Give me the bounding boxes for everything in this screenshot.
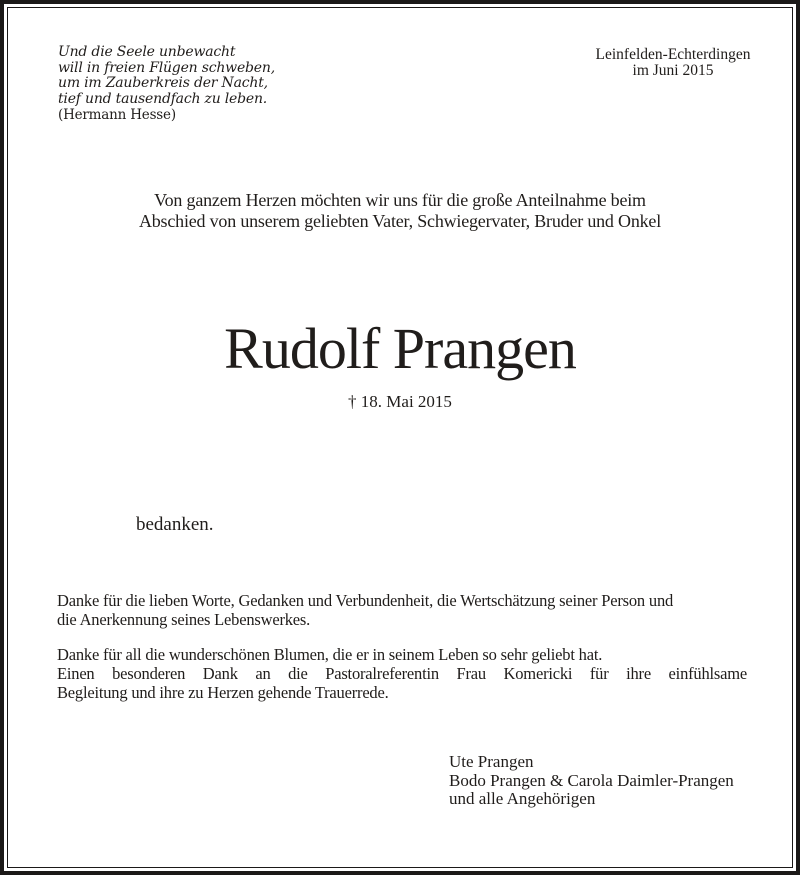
epigraph-line: tief und tausendfach zu leben. <box>58 90 268 107</box>
epigraph-line: Und die Seele unbewacht <box>58 44 236 60</box>
dateline-place: Leinfelden-Echterdingen <box>595 46 751 63</box>
thanks-line: die Anerkennung seines Lebenswerkes. <box>57 610 311 629</box>
thanks-line: Begleitung und ihre zu Herzen gehende Trauerrede. <box>57 683 389 702</box>
signature-line: Ute Prangen <box>449 752 534 771</box>
thanks-line: Danke für die lieben Worte, Gedanken und Verbundenheit, die Wertschätzung seiner Person und <box>57 591 674 610</box>
epigraph-line: will in freien Flügen schweben, <box>58 59 275 76</box>
signature-block <box>449 753 734 809</box>
thanks-line: Danke für all die wunderschönen Blumen, die er in seinem Leben so sehr geliebt hat. <box>57 645 603 664</box>
thanks-paragraph-2 <box>57 645 747 702</box>
intro-line: Von ganzem Herzen möchten wir uns für die große Anteilnahme beim <box>154 190 646 210</box>
death-date: † 18. Mai 2015 <box>348 392 452 411</box>
epigraph-attribution: (Hermann Hesse) <box>58 107 176 124</box>
dateline-date: im Juni 2015 <box>632 62 714 79</box>
inner-border <box>7 7 793 868</box>
signature-line: Bodo Prangen & Carola Daimler-Prangen <box>449 770 734 790</box>
thanks-paragraph-1 <box>57 591 747 629</box>
dateline <box>548 47 798 79</box>
signature-line: und alle Angehörigen <box>449 789 596 808</box>
deceased-name: Rudolf Prangen <box>224 316 576 381</box>
epigraph-quote <box>58 45 275 124</box>
closing-word: bedanken. <box>136 514 214 535</box>
thanks-line: Einen besonderen Dank an die Pastoralreferentin Frau Komericki für ihre einfühlsame <box>57 664 747 683</box>
intro-paragraph <box>0 190 800 232</box>
intro-line: Abschied von unserem geliebten Vater, Schwiegervater, Bruder und Onkel <box>138 211 662 231</box>
epigraph-line: um im Zauberkreis der Nacht, <box>58 75 268 92</box>
